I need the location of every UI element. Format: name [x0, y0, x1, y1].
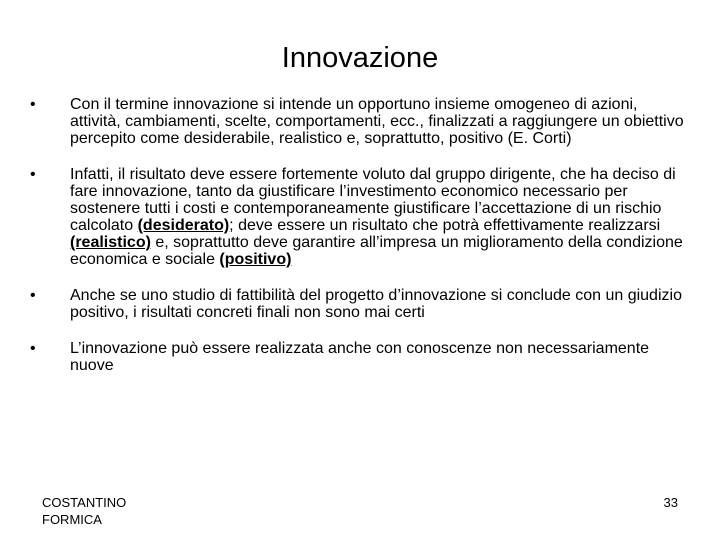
bullet-text-1: Con il termine innovazione si intende un opportuno insieme omogeneo di azioni, attività, cambiamenti, scelte, comportamenti, ecc., finalizzati a raggiungere un obiettivo percepito come desiderabile, realistico e, soprattutto, positivo (E. Corti) [70, 96, 684, 147]
emphasis-positivo: (positivo) [219, 251, 292, 268]
bullet-dot: • [30, 340, 36, 357]
page-number: 33 [663, 495, 678, 510]
bullet-dot: • [30, 166, 36, 183]
bullet-dot: • [30, 96, 36, 113]
bullet-list [30, 96, 690, 393]
slide-title: Innovazione [281, 42, 439, 74]
bullet-item-1 [30, 96, 690, 147]
footer-author [42, 494, 126, 528]
bullet-text-2a: Infatti, il risultato deve essere fortemente voluto dal gruppo dirigente, che ha deciso di fare innovazione, tanto da giustificare l’investimento economico necessario per sostenere tutti i costi e contemporaneamente giustificare l’accettazione di un rischio calcolato [70, 166, 676, 234]
bullet-item-2 [30, 166, 690, 268]
bullet-text-2b: ; deve essere un risultato che potrà effettivamente realizzarsi [229, 217, 661, 234]
author-line-1: COSTANTINO [42, 495, 127, 510]
emphasis-realistico: (realistico) [70, 234, 151, 251]
bullet-item-3 [30, 287, 690, 321]
bullet-dot: • [30, 287, 36, 304]
emphasis-desiderato: (desiderato) [137, 217, 230, 234]
bullet-text-2c: e, soprattutto deve garantire all’impresa un miglioramento della condizione economica e sociale [70, 234, 683, 268]
bullet-text-4: L’innovazione può essere realizzata anche con conoscenze non necessariamente nuove [70, 340, 650, 374]
author-line-2: FORMICA [42, 512, 102, 527]
bullet-item-4 [30, 340, 690, 374]
bullet-text-3: Anche se uno studio di fattibilità del progetto d’innovazione si conclude con un giudizio positivo, i risultati concreti finali non sono mai certi [70, 287, 682, 321]
